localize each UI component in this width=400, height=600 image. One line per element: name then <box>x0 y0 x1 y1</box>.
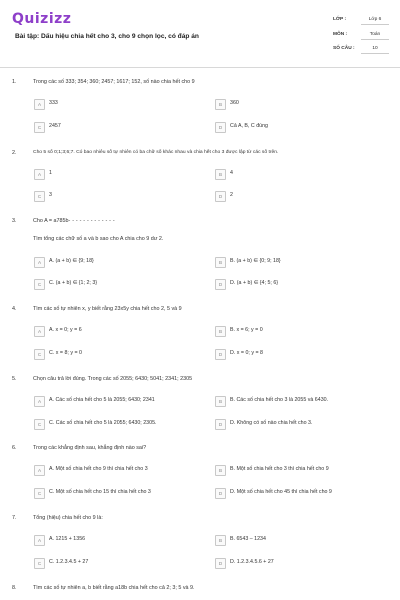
option-text: B. Các số chia hết cho 3 là 2055 và 6430. <box>230 397 329 403</box>
option-letter: D <box>215 419 226 430</box>
option-text: B. 6543 – 1234 <box>230 536 266 542</box>
meta-subject-value: Toán <box>361 30 389 40</box>
option-letter: A <box>34 465 45 476</box>
meta-grade-value: Lớp 6 <box>361 15 389 25</box>
option-letter: B <box>215 535 226 546</box>
option-text: A. x = 0; y = 6 <box>49 327 82 333</box>
question-number: 6. <box>12 445 17 451</box>
option-text: A. 1215 + 1356 <box>49 536 86 542</box>
option-letter: C <box>34 191 45 202</box>
option-text: B. (a + b) ∈ {0; 9; 18} <box>230 258 281 264</box>
question-text: Tổng (hiệu) chia hết cho 9 là: <box>33 515 103 521</box>
option-letter: A <box>34 326 45 337</box>
option-text: D. 1.2.3.4.5.6 + 27 <box>230 559 274 565</box>
question-text-line2: Tìm tổng các chữ số a và b sao cho A chia cho 9 dư 2. <box>33 236 164 242</box>
option-letter: C <box>34 349 45 360</box>
question-number: 4. <box>12 306 17 312</box>
question-text: Chọn câu trả lời đúng. Trong các số 2055; 6430; 5041; 2341; 2305 <box>33 376 193 382</box>
option-letter: B <box>215 257 226 268</box>
option-text: C. 1.2.3.4.5 + 27 <box>49 559 89 565</box>
option-text: 2457 <box>49 123 61 129</box>
option-letter: B <box>215 465 226 476</box>
option-text: D. Một số chia hết cho 45 thì chia hết cho 9 <box>230 489 332 495</box>
option-text: A. (a + b) ∈ {9; 18} <box>49 258 94 264</box>
option-letter: C <box>34 419 45 430</box>
option-text: D. Không có số nào chia hết cho 3. <box>230 420 313 426</box>
question-number: 5. <box>12 376 17 382</box>
quizizz-logo: Quizizz <box>12 11 72 27</box>
question-text: Tìm các số tự nhiên a, b biết rằng a18b chia hết cho cả 2; 3; 5 và 9. <box>33 585 195 591</box>
option-letter: D <box>215 349 226 360</box>
option-letter: A <box>34 257 45 268</box>
option-text: 360 <box>230 100 239 106</box>
meta-count-label: SỐ CÂU : <box>333 46 355 51</box>
option-letter: B <box>215 326 226 337</box>
worksheet-header <box>0 0 400 70</box>
worksheet-title: Bài tập: Dấu hiệu chia hết cho 3, cho 9 chọn lọc, có đáp án <box>15 33 199 40</box>
question-text: Trong các khẳng định sau, khẳng định nào sai? <box>33 445 147 451</box>
option-text: 3 <box>49 192 52 198</box>
header-divider <box>0 67 400 68</box>
option-letter: D <box>215 191 226 202</box>
option-text: Cả A, B, C đúng <box>230 123 268 129</box>
question-text: Cho 5 số 0;1;3;6;7. Có bao nhiêu số tự nhiên có ba chữ số khác nhau và chia hết cho 3 được lập từ các số trên. <box>33 150 279 155</box>
option-text: 2 <box>230 192 233 198</box>
meta-subject-label: MÔN : <box>333 32 348 37</box>
meta-grade-label: LỚP : <box>333 17 347 22</box>
question-text: Tìm các số tự nhiên x, y biết rằng 23x5y chia hết cho 2, 5 và 9 <box>33 306 182 312</box>
option-letter: C <box>34 279 45 290</box>
option-letter: A <box>34 99 45 110</box>
option-letter: D <box>215 558 226 569</box>
question-number: 8. <box>12 585 17 591</box>
question-text-main: Cho A = a785b <box>33 218 69 224</box>
option-letter: B <box>215 396 226 407</box>
option-text: 4 <box>230 170 233 176</box>
option-text: A. Một số chia hết cho 9 thì chia hết cho 3 <box>49 466 148 472</box>
option-letter: A <box>34 169 45 180</box>
question-text: Trong các số 333; 354; 360; 2457; 1617; 152, số nào chia hết cho 9 <box>33 79 195 85</box>
option-text: C. x = 8; y = 0 <box>49 350 82 356</box>
question-number: 1. <box>12 79 17 85</box>
option-text: 1 <box>49 170 52 176</box>
option-text: B. x = 6; y = 0 <box>230 327 263 333</box>
option-letter: D <box>215 279 226 290</box>
meta-count-value: 10 <box>361 44 389 54</box>
option-text: C. Một số chia hết cho 15 thì chia hết cho 3 <box>49 489 151 495</box>
option-letter: C <box>34 122 45 133</box>
option-letter: D <box>215 122 226 133</box>
question-number: 2. <box>12 150 17 156</box>
option-letter: A <box>34 535 45 546</box>
option-text: D. x = 0; y = 8 <box>230 350 263 356</box>
option-text: A. Các số chia hết cho 5 là 2055; 6430; 2341 <box>49 397 155 403</box>
option-letter: B <box>215 169 226 180</box>
option-letter: D <box>215 488 226 499</box>
option-text: B. Một số chia hết cho 3 thì chia hết cho 9 <box>230 466 329 472</box>
option-text: C. Các số chia hết cho 5 là 2055; 6430; 2305. <box>49 420 157 426</box>
option-text: 333 <box>49 100 58 106</box>
question-text-dashes: - - - - - - - - - - - - - <box>68 218 115 224</box>
question-number: 7. <box>12 515 17 521</box>
option-letter: C <box>34 488 45 499</box>
option-text: C. (a + b) ∈ {1; 2; 3} <box>49 280 98 286</box>
option-text: D. (a + b) ∈ {4; 5; 6} <box>230 280 279 286</box>
option-letter: C <box>34 558 45 569</box>
option-letter: B <box>215 99 226 110</box>
question-text <box>33 218 115 224</box>
option-letter: A <box>34 396 45 407</box>
question-number: 3. <box>12 218 17 224</box>
